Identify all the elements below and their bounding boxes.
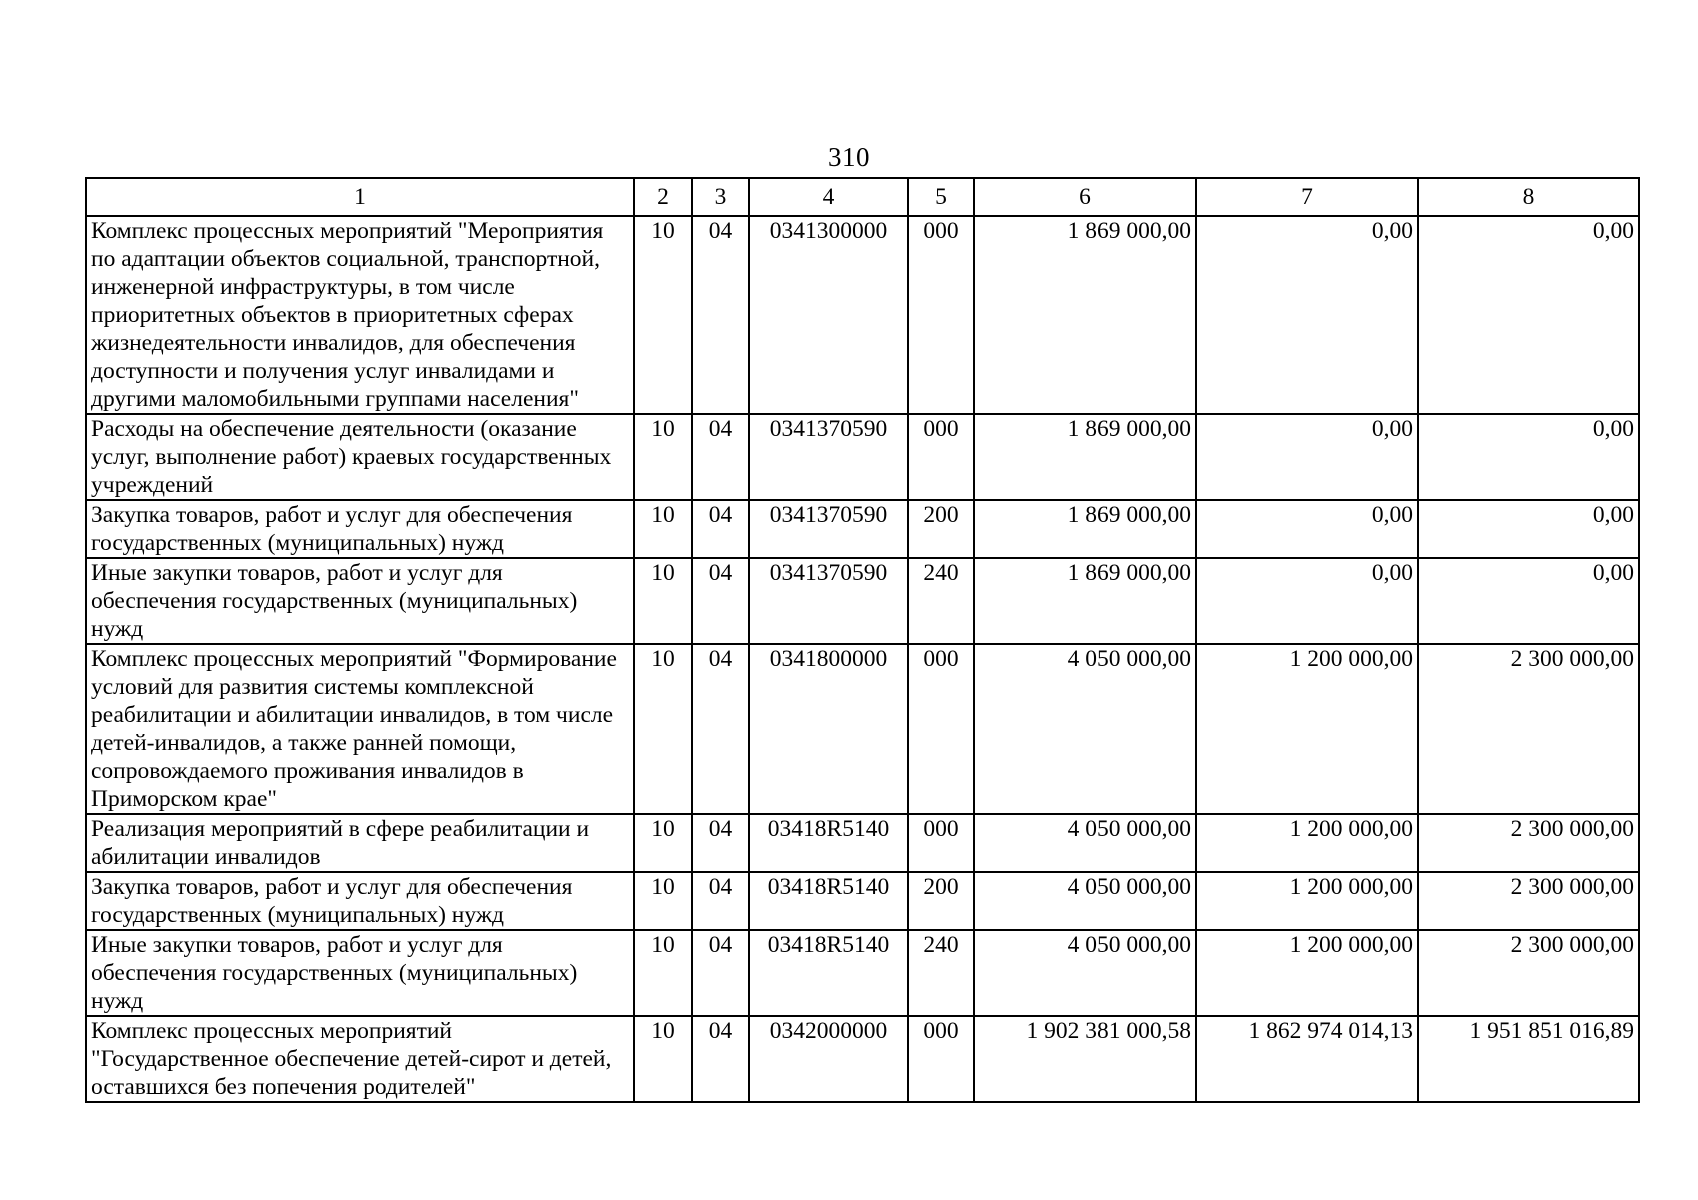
amount-col6: 1 869 000,00 [974, 558, 1196, 644]
subsection-code: 04 [692, 558, 749, 644]
amount-col7: 1 862 974 014,13 [1196, 1016, 1418, 1102]
target-article-code: 0341300000 [749, 216, 908, 414]
expense-name: Иные закупки товаров, работ и услуг для обеспечения государственных (муниципальных) нужд [86, 930, 634, 1016]
subsection-code: 04 [692, 814, 749, 872]
amount-col6: 1 869 000,00 [974, 414, 1196, 500]
expense-name: Закупка товаров, работ и услуг для обеспечения государственных (муниципальных) нужд [86, 500, 634, 558]
target-article-code: 03418R5140 [749, 930, 908, 1016]
section-code: 10 [634, 872, 692, 930]
amount-col7: 0,00 [1196, 558, 1418, 644]
table-row [86, 216, 1639, 414]
column-header: 2 [634, 178, 692, 216]
amount-col6: 4 050 000,00 [974, 644, 1196, 814]
target-article-code: 03418R5140 [749, 814, 908, 872]
header-row [86, 178, 1639, 216]
column-header: 6 [974, 178, 1196, 216]
expense-name: Комплекс процессных мероприятий "Формирование условий для развития системы комплексной реабилитации и абилитации инвалидов, в том числе детей-инвалидов, а также ранней помощи, сопровождаемого проживания инвалидов в Приморском крае" [86, 644, 634, 814]
amount-col7: 1 200 000,00 [1196, 930, 1418, 1016]
subsection-code: 04 [692, 644, 749, 814]
table-row [86, 1016, 1639, 1102]
amount-col8: 2 300 000,00 [1418, 644, 1639, 814]
table-row [86, 814, 1639, 872]
column-header: 8 [1418, 178, 1639, 216]
expense-name: Закупка товаров, работ и услуг для обеспечения государственных (муниципальных) нужд [86, 872, 634, 930]
subsection-code: 04 [692, 930, 749, 1016]
expense-name: Иные закупки товаров, работ и услуг для обеспечения государственных (муниципальных) нужд [86, 558, 634, 644]
table-row [86, 558, 1639, 644]
table-row [86, 930, 1639, 1016]
amount-col6: 4 050 000,00 [974, 814, 1196, 872]
expense-type-code: 000 [908, 216, 974, 414]
expense-name: Реализация мероприятий в сфере реабилитации и абилитации инвалидов [86, 814, 634, 872]
amount-col8: 0,00 [1418, 558, 1639, 644]
target-article-code: 0341370590 [749, 558, 908, 644]
amount-col8: 0,00 [1418, 500, 1639, 558]
expense-name: Комплекс процессных мероприятий "Мероприятия по адаптации объектов социальной, транспортной, инженерной инфраструктуры, в том числе приоритетных объектов в приоритетных сферах жизнедеятельности инвалидов, для обеспечения доступности и получения услуг инвалидами и другими маломобильными группами населения" [86, 216, 634, 414]
subsection-code: 04 [692, 414, 749, 500]
section-code: 10 [634, 414, 692, 500]
amount-col6: 1 902 381 000,58 [974, 1016, 1196, 1102]
column-header: 1 [86, 178, 634, 216]
subsection-code: 04 [692, 872, 749, 930]
amount-col6: 4 050 000,00 [974, 930, 1196, 1016]
column-header: 4 [749, 178, 908, 216]
amount-col7: 1 200 000,00 [1196, 814, 1418, 872]
amount-col6: 4 050 000,00 [974, 872, 1196, 930]
amount-col8: 2 300 000,00 [1418, 930, 1639, 1016]
page-number: 310 [828, 142, 870, 172]
subsection-code: 04 [692, 216, 749, 414]
column-header: 3 [692, 178, 749, 216]
target-article-code: 0341370590 [749, 500, 908, 558]
section-code: 10 [634, 814, 692, 872]
expense-type-code: 240 [908, 930, 974, 1016]
expense-type-code: 000 [908, 814, 974, 872]
expense-name: Расходы на обеспечение деятельности (оказание услуг, выполнение работ) краевых государственных учреждений [86, 414, 634, 500]
expense-type-code: 240 [908, 558, 974, 644]
target-article-code: 0341800000 [749, 644, 908, 814]
subsection-code: 04 [692, 1016, 749, 1102]
amount-col8: 0,00 [1418, 414, 1639, 500]
table-row [86, 872, 1639, 930]
section-code: 10 [634, 644, 692, 814]
amount-col8: 0,00 [1418, 216, 1639, 414]
table-row [86, 414, 1639, 500]
expense-type-code: 200 [908, 500, 974, 558]
table-row [86, 500, 1639, 558]
expense-name: Комплекс процессных мероприятий "Государственное обеспечение детей-сирот и детей, оставшихся без попечения родителей" [86, 1016, 634, 1102]
amount-col8: 2 300 000,00 [1418, 872, 1639, 930]
amount-col6: 1 869 000,00 [974, 500, 1196, 558]
column-header: 5 [908, 178, 974, 216]
amount-col7: 1 200 000,00 [1196, 872, 1418, 930]
section-code: 10 [634, 558, 692, 644]
amount-col7: 0,00 [1196, 414, 1418, 500]
expense-type-code: 000 [908, 1016, 974, 1102]
expense-type-code: 200 [908, 872, 974, 930]
amount-col7: 1 200 000,00 [1196, 644, 1418, 814]
section-code: 10 [634, 1016, 692, 1102]
table-row [86, 644, 1639, 814]
expense-type-code: 000 [908, 414, 974, 500]
amount-col8: 2 300 000,00 [1418, 814, 1639, 872]
target-article-code: 0342000000 [749, 1016, 908, 1102]
section-code: 10 [634, 930, 692, 1016]
budget-table [85, 177, 1640, 1103]
target-article-code: 03418R5140 [749, 872, 908, 930]
section-code: 10 [634, 216, 692, 414]
amount-col8: 1 951 851 016,89 [1418, 1016, 1639, 1102]
expense-type-code: 000 [908, 644, 974, 814]
column-header: 7 [1196, 178, 1418, 216]
section-code: 10 [634, 500, 692, 558]
amount-col7: 0,00 [1196, 500, 1418, 558]
target-article-code: 0341370590 [749, 414, 908, 500]
subsection-code: 04 [692, 500, 749, 558]
amount-col6: 1 869 000,00 [974, 216, 1196, 414]
amount-col7: 0,00 [1196, 216, 1418, 414]
